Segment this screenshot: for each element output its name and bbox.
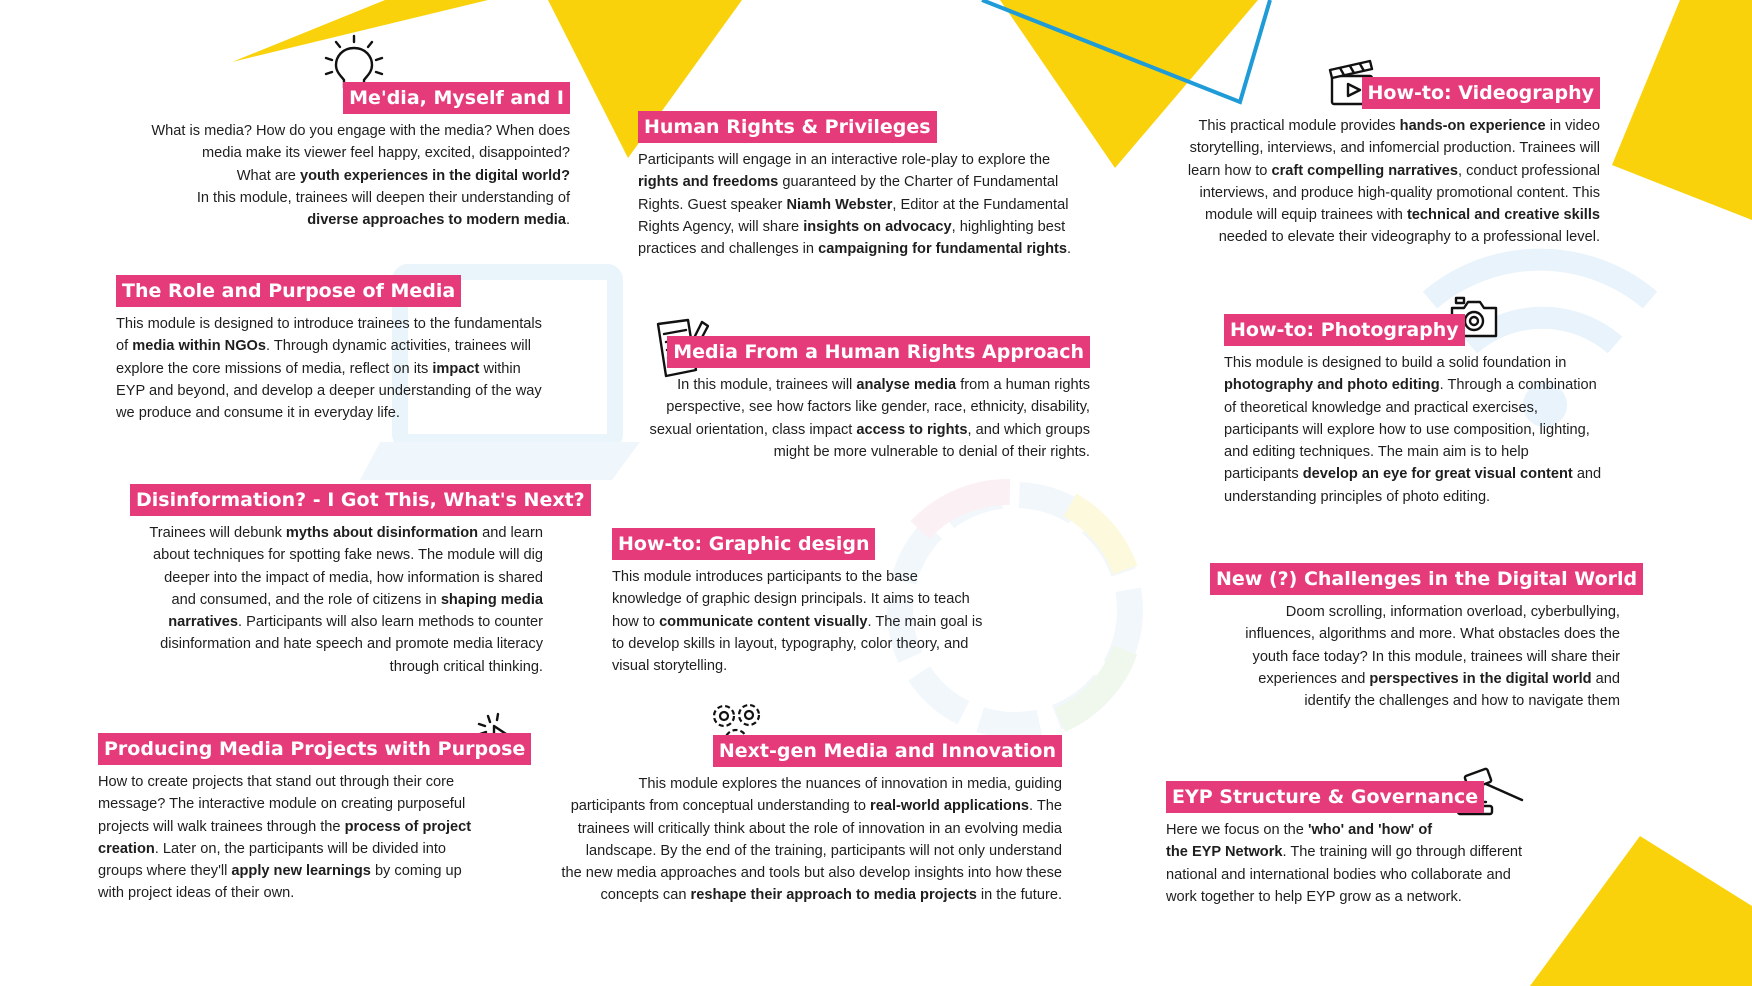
body-text: needed to elevate their videography to a professional level. [1218,229,1600,246]
body-text: and editing techniques. The main aim is to help [1224,444,1529,461]
module-title: Next-gen Media and Innovation [713,735,1062,767]
body-text: with project ideas of their own. [98,885,295,902]
body-text: In this module, trainees will deepen their understanding of [196,189,570,206]
body-text: concepts can [600,887,691,904]
body-text: . The training will go through different [1282,844,1523,861]
module-title: Media From a Human Rights Approach [667,336,1090,368]
emphasis-text: communicate content visually [659,613,868,630]
module-disinformation [130,484,585,678]
body-text: by coming up [370,863,462,880]
module-body [98,771,518,905]
module-title: New (?) Challenges in the Digital World [1210,563,1643,595]
body-text: This module explores the nuances of innovation in media, guiding [638,776,1062,792]
body-text: Here we focus on the [1166,822,1308,838]
body-text: explore the core missions of media, reflect on its [116,360,433,377]
body-text: and [1572,466,1602,483]
module-human-rights [638,111,1098,260]
module-challenges [1210,563,1638,712]
module-title: How-to: Photography [1224,314,1465,346]
module-role-purpose [116,275,586,424]
body-text: of [116,338,133,355]
body-text: might be more vulnerable to denial of their rights. [773,443,1090,460]
body-text: deeper into the impact of media, how information is shared [164,569,543,586]
module-body [638,149,1098,260]
module-body [116,313,586,424]
emphasis-text: technical and creative skills [1406,207,1600,224]
body-text: from a human rights [956,377,1090,393]
body-text: This module introduces participants to the base [612,569,918,585]
body-text: work together to help EYP grow as a network. [1166,888,1462,905]
emphasis-text: hands-on experience [1399,118,1546,134]
emphasis-text: creation [98,840,155,857]
body-text: This module is designed to build a solid foundation in [1224,355,1567,371]
module-title: Me'dia, Myself and I [343,82,570,114]
emphasis-text: craft compelling narratives [1271,162,1459,179]
body-text: landscape. By the end of the training, participants will not only understand [585,842,1062,859]
body-text: What are [236,167,300,184]
emphasis-text: photography and photo editing [1224,377,1440,394]
body-text: to develop skills in layout, typography, color theory, and [612,635,969,652]
emphasis-text: impact [432,360,480,377]
emphasis-text: media within NGOs [132,338,267,355]
emphasis-text: narratives [168,614,238,631]
body-text: interviews, and produce high-quality promotional content. This [1199,184,1600,201]
module-title: EYP Structure & Governance [1166,781,1484,813]
body-text: How to create projects that stand out through their core [98,774,455,790]
body-text: This module is designed to introduce trainees to the fundamentals [116,316,542,332]
module-title: Disinformation? - I Got This, What's Next? [130,484,591,516]
body-text: knowledge of graphic design principals. It aims to teach [612,591,970,608]
body-text: the new media approaches and tools but also develop insights into how these [561,865,1062,882]
body-text: What is media? How do you engage with the media? When does [151,123,570,139]
emphasis-text: develop an eye for great visual content [1302,466,1573,483]
module-videography [1150,77,1600,249]
module-title: The Role and Purpose of Media [116,275,461,307]
module-body [612,566,1032,677]
module-title: Human Rights & Privileges [638,111,937,143]
body-text: Participants will engage in an interactive role-play to explore the [638,152,1051,168]
body-text: . Through a combination [1439,377,1597,394]
body-text: Doom scrolling, information overload, cyberbullying, [1285,604,1620,620]
body-text: in the future. [976,887,1062,904]
module-body [1150,115,1600,249]
body-text: in video [1545,118,1600,134]
body-text: trainees will critically think about the role of innovation in an evolving media [577,820,1062,837]
body-text: , highlighting best [951,218,1066,235]
body-text: how to [612,613,660,630]
body-text: and learn [478,525,543,541]
module-body [1210,601,1620,712]
body-text: we produce and consume it in everyday life. [116,405,400,422]
body-text: national and international bodies who collaborate and [1166,866,1511,883]
emphasis-text: insights on advocacy [803,218,952,235]
body-text: of theoretical knowledge and practical exercises, [1224,399,1538,416]
body-text: Trainees will debunk [149,525,286,541]
emphasis-text: diverse approaches to modern media [307,212,566,229]
emphasis-text: shaping media [440,591,543,608]
emphasis-text: perspectives in the digital world [1369,670,1592,687]
module-graphic-design [612,528,1032,677]
yellow-shape-right [1612,0,1752,220]
body-text: . The main goal is [867,613,983,630]
body-text: experiences and [1258,670,1370,687]
body-text: Rights. Guest speaker [638,196,787,213]
emphasis-text: rights and freedoms [638,174,779,191]
body-text: and consumed, and the role of citizens in [171,591,441,608]
body-text: projects will walk trainees through the [98,818,345,835]
body-text: participants will explore how to use composition, lighting, [1224,421,1590,438]
body-text: and [1591,670,1620,687]
emphasis-text: real-world applications [870,798,1029,815]
body-text: within [479,360,521,377]
emphasis-text: process of project [344,818,472,835]
module-body [1224,352,1644,508]
body-text: disinformation and hate speech and promote media literacy [160,636,543,653]
body-text: message? The interactive module on creating purposeful [98,796,466,813]
emphasis-text: access to rights [856,421,968,438]
module-title: How-to: Videography [1362,77,1600,109]
emphasis-text: analyse media [856,377,957,393]
module-title: Producing Media Projects with Purpose [98,733,531,765]
module-governance [1166,781,1566,908]
body-text: sexual orientation, class impact [649,421,857,438]
body-text: , conduct professional [1458,162,1600,179]
module-body [1166,819,1566,908]
body-text: , and which groups [967,421,1090,438]
module-body [630,374,1090,463]
module-producing [98,733,526,905]
body-text: , Editor at the Fundamental [892,196,1069,213]
emphasis-text: Niamh Webster [786,196,893,213]
body-text: influences, algorithms and more. What obstacles does the [1245,626,1620,643]
emphasis-text: campaigning for fundamental rights [818,241,1068,258]
body-text: . Through dynamic activities, trainees will [266,338,531,355]
body-text: learn how to [1187,162,1272,179]
body-text: module will equip trainees with [1204,207,1407,224]
body-text: practices and challenges in [638,241,819,258]
body-text: participants [1224,466,1303,483]
body-text: identify the challenges and how to navigate them [1304,693,1620,710]
module-title: How-to: Graphic design [612,528,875,560]
body-text: Rights Agency, will share [638,218,804,235]
body-text: . Later on, the participants will be divided into [154,840,447,857]
module-hr-approach [630,336,1090,463]
body-text: storytelling, interviews, and infomercial production. Trainees will [1189,140,1600,157]
emphasis-text: reshape their approach to media projects [690,887,977,904]
body-text: visual storytelling. [612,658,728,675]
emphasis-text: myths about disinformation [285,525,479,541]
module-media-myself [130,82,570,231]
body-text: understanding principles of photo editing. [1224,488,1491,505]
body-text: perspective, see how factors like gender, race, ethnicity, disability, [666,399,1090,416]
module-body [550,773,1062,907]
body-text: guaranteed by the Charter of Fundamental [778,174,1059,191]
body-text: . The [1029,798,1062,815]
module-body [130,522,543,678]
module-next-gen [550,735,1062,907]
body-text: through critical thinking. [389,658,543,675]
body-text: . Participants will also learn methods to counter [238,614,543,631]
emphasis-text: 'who' and 'how' of [1307,822,1433,838]
module-body [130,120,570,231]
emphasis-text: youth experiences in the digital world? [299,167,570,184]
body-text: This practical module provides [1198,118,1400,134]
body-text: . [1067,241,1072,258]
body-text: youth face today? In this module, trainees will share their [1252,648,1620,665]
body-text: . [565,212,570,229]
emphasis-text: apply new learnings [231,863,371,880]
body-text: In this module, trainees will [677,377,857,393]
body-text: about techniques for spotting fake news. The module will dig [153,547,543,564]
body-text: media make its viewer feel happy, excited, disappointed? [201,145,570,162]
body-text: participants from conceptual understanding to [570,798,871,815]
body-text: EYP and beyond, and develop a deeper understanding of the way [116,382,542,399]
body-text: groups where they'll [98,863,232,880]
emphasis-text: the EYP Network [1166,844,1283,861]
module-photography [1224,314,1644,508]
